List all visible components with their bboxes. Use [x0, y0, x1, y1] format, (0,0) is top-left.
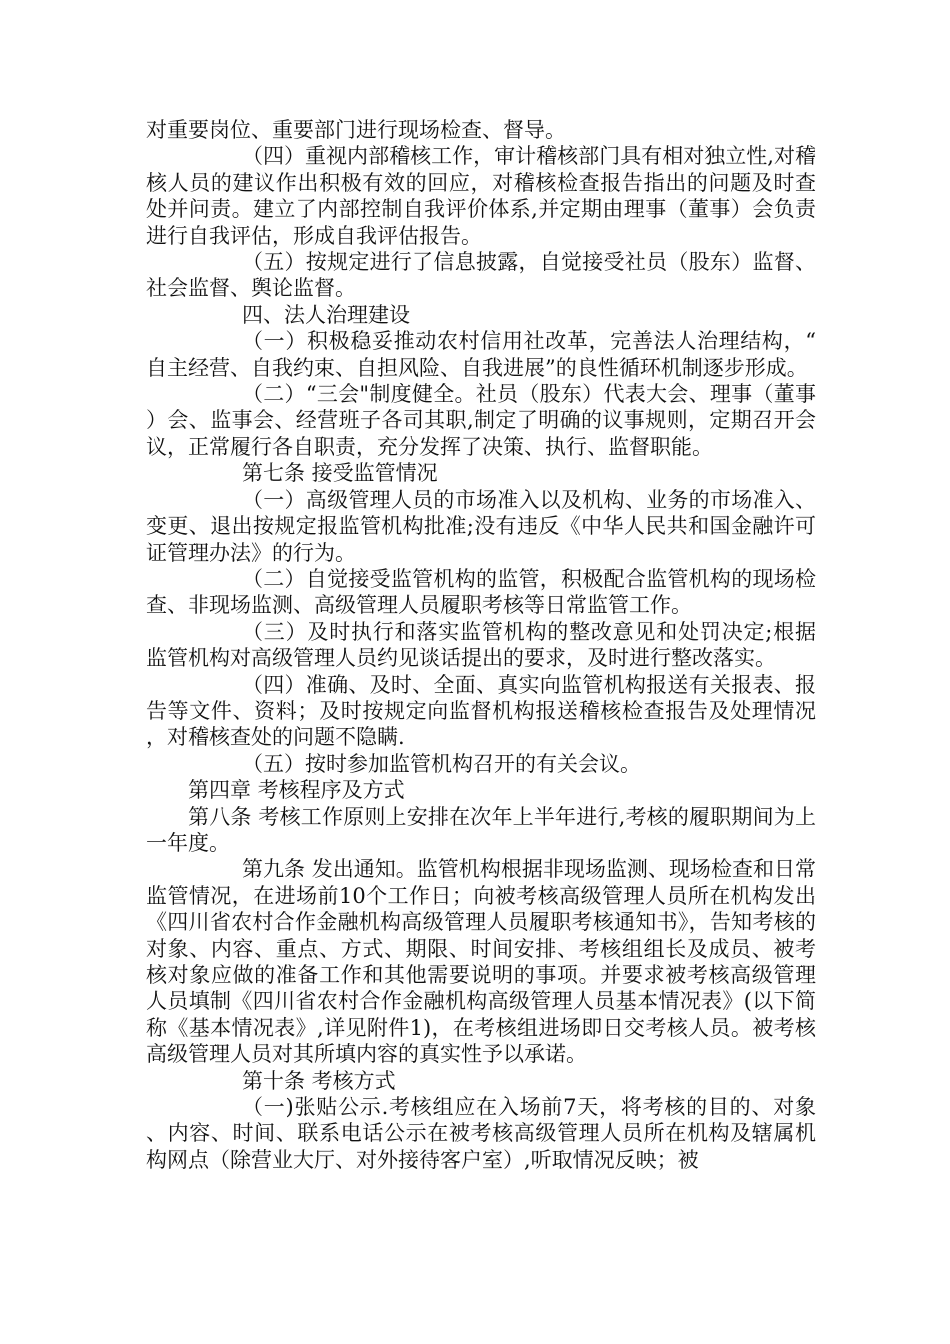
paragraph-rectification: （三）及时执行和落实监管机构的整改意见和处罚决定;根据监管机构对高级管理人员约见谈话提出的要求，及时进行整改落实。: [146, 619, 816, 671]
paragraph-information-disclosure: （五）按规定进行了信息披露，自觉接受社员（股东）监督、社会监督、舆论监督。: [146, 250, 816, 301]
paragraph-on-site-inspection: 对重要岗位、重要部门进行现场检查、督导。: [146, 118, 566, 142]
paragraph-attend-meetings: （五）按时参加监管机构召开的有关会议。: [242, 751, 641, 776]
paragraph-accept-supervision: （二）自觉接受监管机构的监管，积极配合监管机构的现场检查、非现场监测、高级管理人员履职考核等日常监管工作。: [146, 566, 816, 618]
chapter-4-heading: 第四章 考核程序及方式: [188, 778, 405, 803]
section-heading-corporate-governance: 四、法人治理建设: [242, 302, 410, 327]
paragraph-three-meetings-system: （二）“三会"制度健全。社员（股东）代表大会、理事（董事）会、监事会、经营班子各司其职,制定了明确的议事规则，定期召开会议，正常履行各自职责，充分发挥了决策、执行、监督职能。: [146, 382, 816, 459]
paragraph-internal-audit: （四）重视内部稽核工作，审计稽核部门具有相对独立性,对稽核人员的建议作出积极有效的回应，对稽核检查报告指出的问题及时查处并问责。建立了内部控制自我评价体系,并定期由理事（董事）会负责进行自我评估，形成自我评估报告。: [146, 144, 816, 248]
article-9-paragraph: 第九条 发出通知。监管机构根据非现场监测、现场检查和日常监管情况，在进场前10个工作日；向被考核高级管理人员所在机构发出《四川省农村合作金融机构高级管理人员履职考核通知书》，告知考核的对象、内容、重点、方式、期限、时间安排、考核组组长及成员、被考核对象应做的准备工作和其他需要说明的事项。并要求被考核高级管理人员填制《四川省农村合作金融机构高级管理人员基本情况表》(以下简称《基本情况表》,详见附件1)，在考核组进场即日交考核人员。被考核高级管理人员对其所填内容的真实性予以承诺。: [146, 857, 816, 1067]
paragraph-public-notice: （一)张贴公示.考核组应在入场前7天，将考核的目的、对象、内容、时间、联系电话公示在被考核高级管理人员所在机构及辖属机构网点（除营业大厅、对外接待客户室）,听取情况反映；被: [146, 1095, 816, 1172]
article-10-heading: 第十条 考核方式: [242, 1068, 396, 1093]
paragraph-market-access: （一）高级管理人员的市场准入以及机构、业务的市场准入、变更、退出按规定报监管机构批准;没有违反《中华人民共和国金融许可证管理办法》的行为。: [146, 487, 816, 565]
article-7-heading: 第七条 接受监管情况: [242, 461, 438, 486]
article-8-paragraph: 第八条 考核工作原则上安排在次年上半年进行,考核的履职期间为上一年度。: [146, 804, 816, 855]
paragraph-report-submission: （四）准确、及时、全面、真实向监管机构报送有关报表、报告等文件、资料；及时按规定向监督机构报送稽核检查报告及处理情况，对稽核查处的问题不隐瞒.: [146, 672, 816, 750]
paragraph-credit-union-reform: （一）积极稳妥推动农村信用社改革，完善法人治理结构，“自主经营、自我约束、自担风险、自我进展”的良性循环机制逐步形成。: [146, 329, 816, 380]
document-body: [146, 117, 816, 1173]
